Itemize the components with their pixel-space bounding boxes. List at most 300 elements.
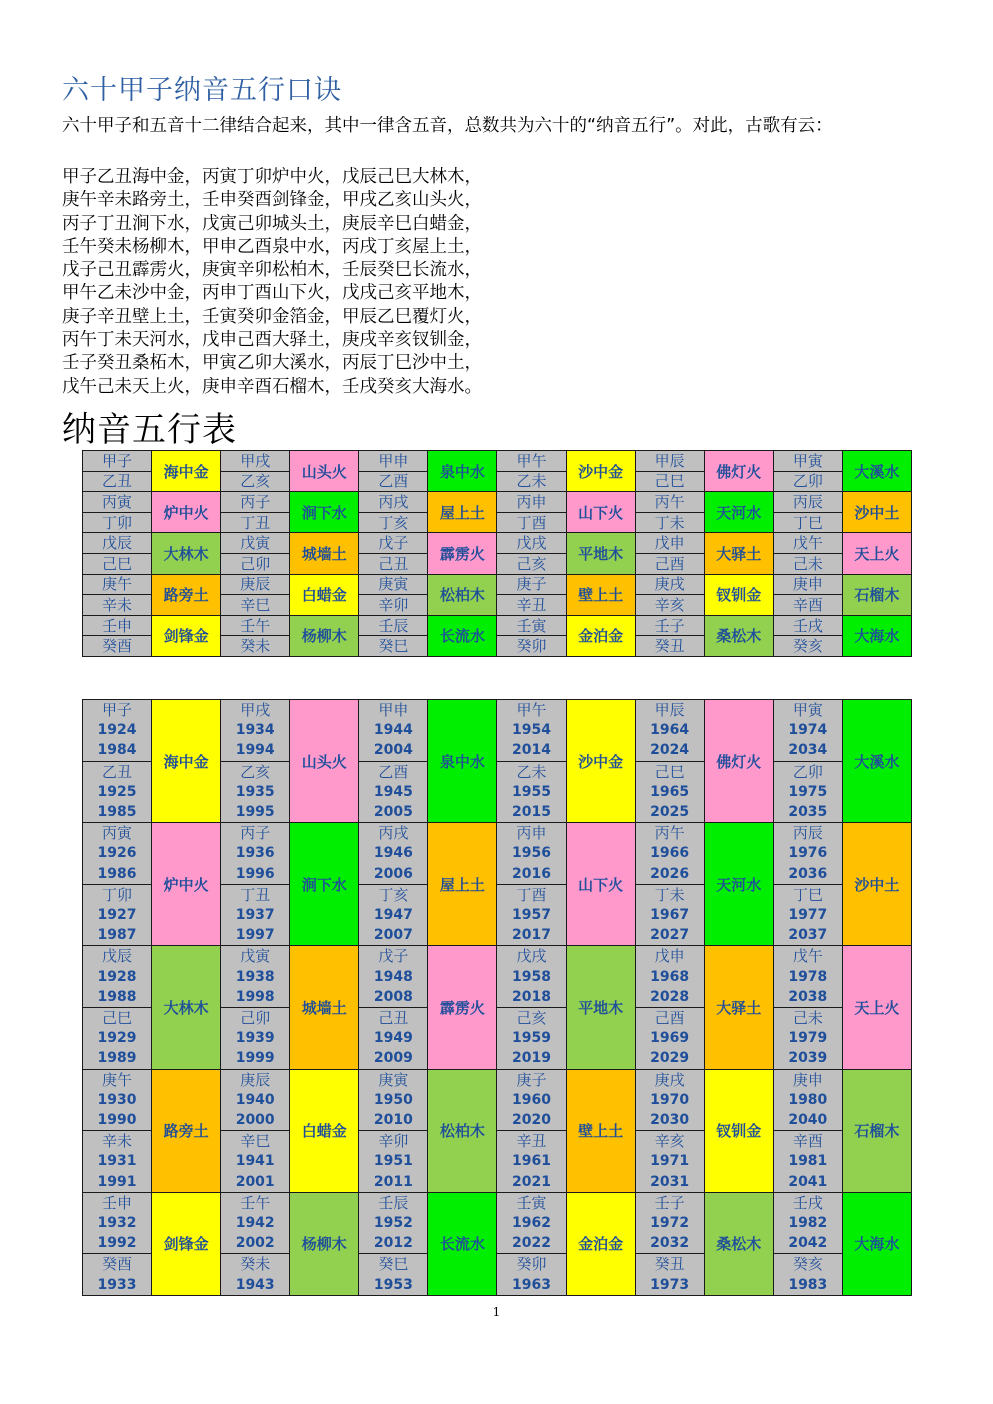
nayin-cell: 山头火 bbox=[290, 700, 359, 823]
ganzhi-year-cell bbox=[221, 761, 290, 823]
ganzhi-year-cell bbox=[773, 1008, 842, 1070]
verse-line: 庚子辛丑壁上土，壬寅癸卯金箔金，甲辰乙巳覆灯火， bbox=[62, 306, 482, 327]
year-value: 1953 bbox=[373, 1276, 413, 1293]
ganzhi-year-cell bbox=[359, 1069, 428, 1131]
year-value: 2036 bbox=[788, 865, 828, 882]
ganzhi-label: 甲寅 bbox=[792, 701, 823, 719]
ganzhi-year-cell bbox=[221, 1254, 290, 1295]
verse-line: 壬子癸丑桑柘木，甲寅乙卯大溪水，丙辰丁巳沙中土， bbox=[62, 353, 482, 374]
year-value: 1930 bbox=[97, 1091, 137, 1108]
ganzhi-year-cell bbox=[83, 823, 152, 885]
ganzhi-label: 庚午 bbox=[102, 1070, 133, 1089]
ganzhi-label: 乙卯 bbox=[792, 762, 823, 781]
nayin-cell: 松柏木 bbox=[428, 574, 497, 615]
nayin-cell: 沙中金 bbox=[566, 451, 635, 492]
year-value: 1964 bbox=[650, 722, 690, 739]
nayin-cell: 涧下水 bbox=[290, 823, 359, 946]
year-value: 2040 bbox=[788, 1112, 828, 1129]
ganzhi-label: 甲午 bbox=[516, 701, 547, 719]
ganzhi-cell: 壬寅 bbox=[497, 615, 566, 636]
ganzhi-label: 丁亥 bbox=[378, 885, 409, 904]
year-value: 2005 bbox=[373, 804, 413, 821]
year-value: 2009 bbox=[373, 1050, 413, 1067]
ganzhi-label: 丙辰 bbox=[792, 824, 823, 843]
ganzhi-label: 癸酉 bbox=[102, 1255, 133, 1274]
ganzhi-label: 丙午 bbox=[654, 824, 685, 843]
ganzhi-year-cell bbox=[497, 761, 566, 823]
year-value: 1999 bbox=[235, 1050, 275, 1067]
year-value: 2017 bbox=[512, 927, 551, 944]
nayin-cell: 桑松木 bbox=[704, 1192, 773, 1295]
nayin-cell: 石榴木 bbox=[842, 574, 911, 615]
ganzhi-label: 己酉 bbox=[654, 1009, 685, 1028]
nayin-cell: 路旁土 bbox=[152, 574, 221, 615]
year-value: 2037 bbox=[788, 927, 828, 944]
ganzhi-cell: 己亥 bbox=[497, 553, 566, 574]
nayin-cell: 石榴木 bbox=[842, 1069, 911, 1192]
ganzhi-year-cell bbox=[221, 1131, 290, 1193]
ganzhi-cell: 辛巳 bbox=[221, 595, 290, 616]
year-value: 2035 bbox=[788, 804, 828, 821]
ganzhi-cell: 辛卯 bbox=[359, 595, 428, 616]
year-value: 2038 bbox=[788, 988, 828, 1005]
year-value: 1966 bbox=[650, 845, 690, 862]
ganzhi-label: 丙寅 bbox=[102, 824, 133, 843]
table-row bbox=[83, 700, 912, 762]
ganzhi-cell: 甲寅 bbox=[773, 451, 842, 472]
ganzhi-cell: 庚戌 bbox=[635, 574, 704, 595]
ganzhi-year-cell bbox=[83, 700, 152, 762]
table-row bbox=[83, 533, 912, 554]
nayin-cell: 泉中水 bbox=[428, 700, 497, 823]
year-value: 2020 bbox=[512, 1112, 551, 1129]
ganzhi-label: 己巳 bbox=[654, 762, 685, 781]
nayin-cell: 城墙土 bbox=[290, 946, 359, 1069]
year-value: 1996 bbox=[235, 865, 275, 882]
year-value: 1924 bbox=[97, 722, 137, 739]
year-value: 2028 bbox=[650, 988, 690, 1005]
year-value: 1950 bbox=[373, 1091, 413, 1108]
year-value: 2007 bbox=[373, 927, 413, 944]
year-value: 1938 bbox=[235, 968, 275, 985]
year-value: 1957 bbox=[512, 907, 551, 924]
nayin-cell: 杨柳木 bbox=[290, 615, 359, 656]
year-value: 2027 bbox=[650, 927, 690, 944]
year-value: 2024 bbox=[650, 742, 690, 759]
nayin-cell: 佛灯火 bbox=[704, 700, 773, 823]
year-value: 1962 bbox=[512, 1215, 551, 1232]
ganzhi-cell: 甲辰 bbox=[635, 451, 704, 472]
nayin-cell: 金泊金 bbox=[566, 1192, 635, 1295]
table-row bbox=[83, 451, 912, 472]
nayin-cell: 海中金 bbox=[152, 700, 221, 823]
ganzhi-label: 乙未 bbox=[516, 762, 547, 781]
ganzhi-year-cell bbox=[83, 946, 152, 1008]
nayin-cell: 山下火 bbox=[566, 823, 635, 946]
year-value: 1980 bbox=[788, 1091, 828, 1108]
table-row bbox=[83, 1192, 912, 1254]
ganzhi-label: 壬子 bbox=[654, 1193, 685, 1212]
ganzhi-label: 辛亥 bbox=[654, 1132, 685, 1151]
year-value: 1943 bbox=[235, 1276, 275, 1293]
year-value: 1973 bbox=[650, 1276, 690, 1293]
year-value: 1958 bbox=[512, 968, 551, 985]
ganzhi-cell: 戊戌 bbox=[497, 533, 566, 554]
ganzhi-cell: 癸卯 bbox=[497, 636, 566, 657]
ganzhi-label: 己未 bbox=[792, 1009, 823, 1028]
year-value: 2030 bbox=[650, 1112, 690, 1129]
ganzhi-label: 丁丑 bbox=[240, 885, 271, 904]
ganzhi-cell: 甲午 bbox=[497, 451, 566, 472]
year-value: 2032 bbox=[650, 1235, 690, 1252]
year-value: 1961 bbox=[512, 1153, 551, 1170]
nayin-cell: 天河水 bbox=[704, 823, 773, 946]
verse-line: 甲子乙丑海中金，丙寅丁卯炉中火，戊辰己巳大林木， bbox=[62, 167, 482, 187]
ganzhi-label: 庚子 bbox=[516, 1070, 547, 1089]
ganzhi-cell: 乙丑 bbox=[83, 471, 152, 492]
year-value: 1952 bbox=[373, 1215, 413, 1232]
year-value: 2006 bbox=[373, 865, 413, 882]
ganzhi-year-cell bbox=[773, 1254, 842, 1295]
nayin-cell: 天上火 bbox=[842, 946, 911, 1069]
nayin-cell: 霹雳火 bbox=[428, 946, 497, 1069]
ganzhi-cell: 癸丑 bbox=[635, 636, 704, 657]
ganzhi-label: 辛丑 bbox=[516, 1132, 547, 1151]
ganzhi-year-cell bbox=[635, 823, 704, 885]
ganzhi-year-cell bbox=[497, 1008, 566, 1070]
ganzhi-label: 癸亥 bbox=[792, 1255, 823, 1274]
ganzhi-year-cell bbox=[497, 884, 566, 946]
year-value: 2008 bbox=[373, 988, 413, 1005]
ganzhi-year-cell bbox=[221, 1192, 290, 1254]
year-value: 1988 bbox=[97, 988, 137, 1005]
nayin-cell: 路旁土 bbox=[152, 1069, 221, 1192]
year-value: 2025 bbox=[650, 804, 690, 821]
year-value: 1959 bbox=[512, 1030, 551, 1047]
year-value: 1986 bbox=[97, 865, 137, 882]
table-row bbox=[83, 1069, 912, 1131]
ganzhi-year-cell bbox=[773, 761, 842, 823]
ganzhi-label: 己卯 bbox=[240, 1009, 271, 1028]
year-value: 1979 bbox=[788, 1030, 828, 1047]
ganzhi-year-cell bbox=[497, 823, 566, 885]
ganzhi-label: 丁卯 bbox=[102, 885, 133, 904]
year-value: 2031 bbox=[650, 1173, 690, 1190]
ganzhi-year-cell bbox=[773, 1192, 842, 1254]
year-value: 1976 bbox=[788, 845, 828, 862]
year-value: 1974 bbox=[788, 722, 828, 739]
ganzhi-cell: 癸亥 bbox=[773, 636, 842, 657]
nayin-cell: 大海水 bbox=[842, 615, 911, 656]
year-value: 2001 bbox=[235, 1173, 275, 1190]
ganzhi-label: 戊戌 bbox=[516, 947, 547, 966]
ganzhi-cell: 戊寅 bbox=[221, 533, 290, 554]
nayin-cell: 杨柳木 bbox=[290, 1192, 359, 1295]
ganzhi-cell: 庚寅 bbox=[359, 574, 428, 595]
ganzhi-year-cell bbox=[359, 1131, 428, 1193]
year-value: 1944 bbox=[373, 722, 413, 739]
year-value: 1995 bbox=[235, 804, 275, 821]
ganzhi-label: 乙丑 bbox=[102, 762, 133, 781]
ganzhi-year-cell bbox=[635, 761, 704, 823]
year-value: 1969 bbox=[650, 1030, 690, 1047]
ganzhi-cell: 癸酉 bbox=[83, 636, 152, 657]
ganzhi-cell: 壬午 bbox=[221, 615, 290, 636]
year-value: 2016 bbox=[512, 865, 551, 882]
ganzhi-cell: 辛未 bbox=[83, 595, 152, 616]
verse-line: 甲午乙未沙中金，丙申丁酉山下火，戊戌己亥平地木， bbox=[62, 283, 482, 304]
year-value: 1948 bbox=[373, 968, 413, 985]
ganzhi-cell: 庚申 bbox=[773, 574, 842, 595]
ganzhi-year-cell bbox=[83, 1192, 152, 1254]
ganzhi-year-cell bbox=[359, 823, 428, 885]
ganzhi-cell: 己未 bbox=[773, 553, 842, 574]
ganzhi-label: 癸巳 bbox=[378, 1255, 409, 1274]
ganzhi-cell: 庚子 bbox=[497, 574, 566, 595]
ganzhi-cell: 丁巳 bbox=[773, 512, 842, 533]
year-value: 2019 bbox=[512, 1050, 551, 1067]
ganzhi-year-cell bbox=[635, 884, 704, 946]
verse-line: 丙子丁丑涧下水，戊寅己卯城头土，庚辰辛巳白蜡金， bbox=[62, 213, 482, 234]
year-value: 2014 bbox=[512, 742, 551, 759]
nayin-cell: 金泊金 bbox=[566, 615, 635, 656]
ganzhi-label: 丁酉 bbox=[516, 885, 547, 904]
nayin-cell: 屋上土 bbox=[428, 823, 497, 946]
ganzhi-year-cell bbox=[83, 1131, 152, 1193]
nayin-cell: 平地木 bbox=[566, 946, 635, 1069]
nayin-cell: 涧下水 bbox=[290, 492, 359, 533]
verse-line: 戊午己未天上火，庚申辛酉石榴木，壬戌癸亥大海水。 bbox=[62, 376, 482, 397]
year-value: 1934 bbox=[235, 722, 275, 739]
ganzhi-year-cell bbox=[773, 946, 842, 1008]
ganzhi-year-cell bbox=[221, 884, 290, 946]
year-value: 1989 bbox=[97, 1050, 137, 1067]
ganzhi-label: 戊午 bbox=[792, 947, 823, 966]
ganzhi-year-cell bbox=[497, 1069, 566, 1131]
nayin-cell: 钗钏金 bbox=[704, 1069, 773, 1192]
year-value: 1997 bbox=[235, 927, 275, 944]
ganzhi-year-cell bbox=[773, 884, 842, 946]
ganzhi-cell: 壬辰 bbox=[359, 615, 428, 636]
ganzhi-label: 癸丑 bbox=[654, 1255, 685, 1274]
year-value: 1947 bbox=[373, 907, 413, 924]
nayin-cell: 大林木 bbox=[152, 946, 221, 1069]
ganzhi-label: 戊寅 bbox=[240, 947, 271, 966]
nayin-cell: 壁上土 bbox=[566, 574, 635, 615]
ganzhi-cell: 辛丑 bbox=[497, 595, 566, 616]
verse-block bbox=[62, 166, 482, 399]
ganzhi-year-cell bbox=[635, 1069, 704, 1131]
year-value: 1955 bbox=[512, 783, 551, 800]
year-value: 1939 bbox=[235, 1030, 275, 1047]
ganzhi-year-cell bbox=[221, 700, 290, 762]
ganzhi-cell: 戊申 bbox=[635, 533, 704, 554]
year-value: 2004 bbox=[373, 742, 413, 759]
verse-line: 戊子己丑霹雳火，庚寅辛卯松柏木，壬辰癸巳长流水， bbox=[62, 260, 482, 281]
ganzhi-year-cell bbox=[221, 1008, 290, 1070]
nayin-cell: 大驿土 bbox=[704, 946, 773, 1069]
year-value: 2022 bbox=[512, 1235, 551, 1252]
year-value: 1933 bbox=[97, 1276, 137, 1293]
ganzhi-year-cell bbox=[359, 761, 428, 823]
ganzhi-year-cell bbox=[635, 1131, 704, 1193]
nayin-cell: 泉中水 bbox=[428, 451, 497, 492]
nayin-cell: 平地木 bbox=[566, 533, 635, 574]
year-value: 1992 bbox=[97, 1235, 137, 1252]
year-value: 1981 bbox=[788, 1153, 828, 1170]
ganzhi-label: 壬寅 bbox=[516, 1193, 547, 1212]
year-value: 1935 bbox=[235, 783, 275, 800]
ganzhi-cell: 癸巳 bbox=[359, 636, 428, 657]
year-value: 1928 bbox=[97, 968, 137, 985]
ganzhi-cell: 戊辰 bbox=[83, 533, 152, 554]
ganzhi-cell: 壬申 bbox=[83, 615, 152, 636]
ganzhi-year-cell bbox=[635, 1254, 704, 1295]
ganzhi-year-cell bbox=[497, 1131, 566, 1193]
ganzhi-year-cell bbox=[359, 1008, 428, 1070]
ganzhi-cell: 丙辰 bbox=[773, 492, 842, 513]
ganzhi-cell: 壬戌 bbox=[773, 615, 842, 636]
ganzhi-cell: 丁亥 bbox=[359, 512, 428, 533]
ganzhi-year-cell bbox=[773, 823, 842, 885]
year-value: 1990 bbox=[97, 1112, 137, 1129]
nayin-cell: 城墙土 bbox=[290, 533, 359, 574]
ganzhi-cell: 庚午 bbox=[83, 574, 152, 595]
ganzhi-year-cell bbox=[635, 1192, 704, 1254]
ganzhi-cell: 丙午 bbox=[635, 492, 704, 513]
nayin-cell: 山头火 bbox=[290, 451, 359, 492]
year-value: 1936 bbox=[235, 845, 275, 862]
year-value: 1982 bbox=[788, 1215, 828, 1232]
year-value: 2011 bbox=[373, 1173, 413, 1190]
year-value: 1971 bbox=[650, 1153, 690, 1170]
ganzhi-year-cell bbox=[221, 823, 290, 885]
year-value: 1985 bbox=[97, 804, 137, 821]
ganzhi-cell: 丙子 bbox=[221, 492, 290, 513]
year-value: 1978 bbox=[788, 968, 828, 985]
ganzhi-year-cell bbox=[635, 700, 704, 762]
year-value: 1932 bbox=[97, 1215, 137, 1232]
nayin-cell: 桑松木 bbox=[704, 615, 773, 656]
ganzhi-cell: 丙寅 bbox=[83, 492, 152, 513]
ganzhi-label: 癸未 bbox=[240, 1255, 271, 1274]
ganzhi-year-cell bbox=[497, 1254, 566, 1295]
nayin-cell: 炉中火 bbox=[152, 823, 221, 946]
nayin-cell: 长流水 bbox=[428, 615, 497, 656]
ganzhi-label: 庚戌 bbox=[654, 1070, 685, 1089]
year-value: 1963 bbox=[512, 1276, 551, 1293]
ganzhi-label: 辛卯 bbox=[378, 1132, 409, 1151]
year-value: 2029 bbox=[650, 1050, 690, 1067]
nayin-cell: 沙中土 bbox=[842, 823, 911, 946]
ganzhi-year-cell bbox=[497, 946, 566, 1008]
ganzhi-year-cell bbox=[83, 884, 152, 946]
nayin-cell: 沙中金 bbox=[566, 700, 635, 823]
ganzhi-label: 己巳 bbox=[102, 1009, 133, 1028]
year-value: 1949 bbox=[373, 1030, 413, 1047]
ganzhi-label: 丁未 bbox=[654, 885, 685, 904]
year-value: 1946 bbox=[373, 845, 413, 862]
ganzhi-label: 己亥 bbox=[516, 1009, 547, 1028]
ganzhi-year-cell bbox=[773, 1069, 842, 1131]
ganzhi-cell: 乙未 bbox=[497, 471, 566, 492]
nayin-cell: 屋上土 bbox=[428, 492, 497, 533]
year-value: 2026 bbox=[650, 865, 690, 882]
nayin-cell: 霹雳火 bbox=[428, 533, 497, 574]
year-value: 1987 bbox=[97, 927, 137, 944]
ganzhi-label: 戊申 bbox=[654, 947, 685, 966]
nayin-cell: 长流水 bbox=[428, 1192, 497, 1295]
table-row bbox=[83, 615, 912, 636]
page-number: 1 bbox=[492, 1305, 501, 1319]
ganzhi-label: 甲子 bbox=[102, 701, 133, 719]
year-value: 1975 bbox=[788, 783, 828, 800]
year-value: 1994 bbox=[235, 742, 275, 759]
year-value: 1937 bbox=[235, 907, 275, 924]
ganzhi-label: 癸卯 bbox=[516, 1255, 547, 1274]
ganzhi-cell: 辛酉 bbox=[773, 595, 842, 616]
ganzhi-cell: 己巳 bbox=[83, 553, 152, 574]
ganzhi-label: 庚申 bbox=[792, 1070, 823, 1089]
ganzhi-label: 壬辰 bbox=[378, 1193, 409, 1212]
verse-line: 庚午辛未路旁土，壬申癸酉剑锋金，甲戌乙亥山头火， bbox=[62, 190, 482, 211]
ganzhi-label: 丁巳 bbox=[792, 885, 823, 904]
ganzhi-year-cell bbox=[497, 700, 566, 762]
ganzhi-cell: 戊午 bbox=[773, 533, 842, 554]
ganzhi-label: 辛未 bbox=[102, 1132, 133, 1151]
ganzhi-label: 辛酉 bbox=[792, 1132, 823, 1151]
year-value: 1960 bbox=[512, 1091, 551, 1108]
nayin-cell: 炉中火 bbox=[152, 492, 221, 533]
ganzhi-cell: 己酉 bbox=[635, 553, 704, 574]
nayin-cell: 白蜡金 bbox=[290, 1069, 359, 1192]
ganzhi-year-cell bbox=[773, 700, 842, 762]
year-value: 1925 bbox=[97, 783, 137, 800]
ganzhi-label: 壬午 bbox=[240, 1193, 271, 1212]
ganzhi-year-cell bbox=[635, 1008, 704, 1070]
ganzhi-cell: 乙卯 bbox=[773, 471, 842, 492]
year-value: 1951 bbox=[373, 1153, 413, 1170]
ganzhi-year-cell bbox=[83, 761, 152, 823]
ganzhi-year-cell bbox=[359, 946, 428, 1008]
ganzhi-year-cell bbox=[221, 1069, 290, 1131]
year-value: 1972 bbox=[650, 1215, 690, 1232]
year-value: 1954 bbox=[512, 722, 551, 739]
nayin-table-compact bbox=[82, 450, 912, 657]
year-value: 2041 bbox=[788, 1173, 828, 1190]
ganzhi-label: 乙酉 bbox=[378, 762, 409, 781]
year-value: 1977 bbox=[788, 907, 828, 924]
year-value: 2042 bbox=[788, 1235, 828, 1252]
verse-line: 壬午癸未杨柳木，甲申乙酉泉中水，丙戌丁亥屋上土， bbox=[62, 236, 482, 257]
year-value: 2018 bbox=[512, 988, 551, 1005]
ganzhi-label: 丙子 bbox=[240, 824, 271, 843]
year-value: 1942 bbox=[235, 1215, 275, 1232]
nayin-cell: 剑锋金 bbox=[152, 1192, 221, 1295]
ganzhi-cell: 乙酉 bbox=[359, 471, 428, 492]
nayin-cell: 佛灯火 bbox=[704, 451, 773, 492]
nayin-cell: 钗钏金 bbox=[704, 574, 773, 615]
year-value: 1983 bbox=[788, 1276, 828, 1293]
ganzhi-label: 甲申 bbox=[378, 701, 409, 719]
intro-paragraph: 六十甲子和五音十二律结合起来，其中一律含五音，总数共为六十的“纳音五行”。对此，古歌有云： bbox=[62, 116, 833, 136]
year-value: 1968 bbox=[650, 968, 690, 985]
ganzhi-cell: 丁酉 bbox=[497, 512, 566, 533]
ganzhi-label: 庚辰 bbox=[240, 1070, 271, 1089]
year-value: 1967 bbox=[650, 907, 690, 924]
section-title: 纳音五行表 bbox=[62, 410, 237, 450]
table-row bbox=[83, 574, 912, 595]
